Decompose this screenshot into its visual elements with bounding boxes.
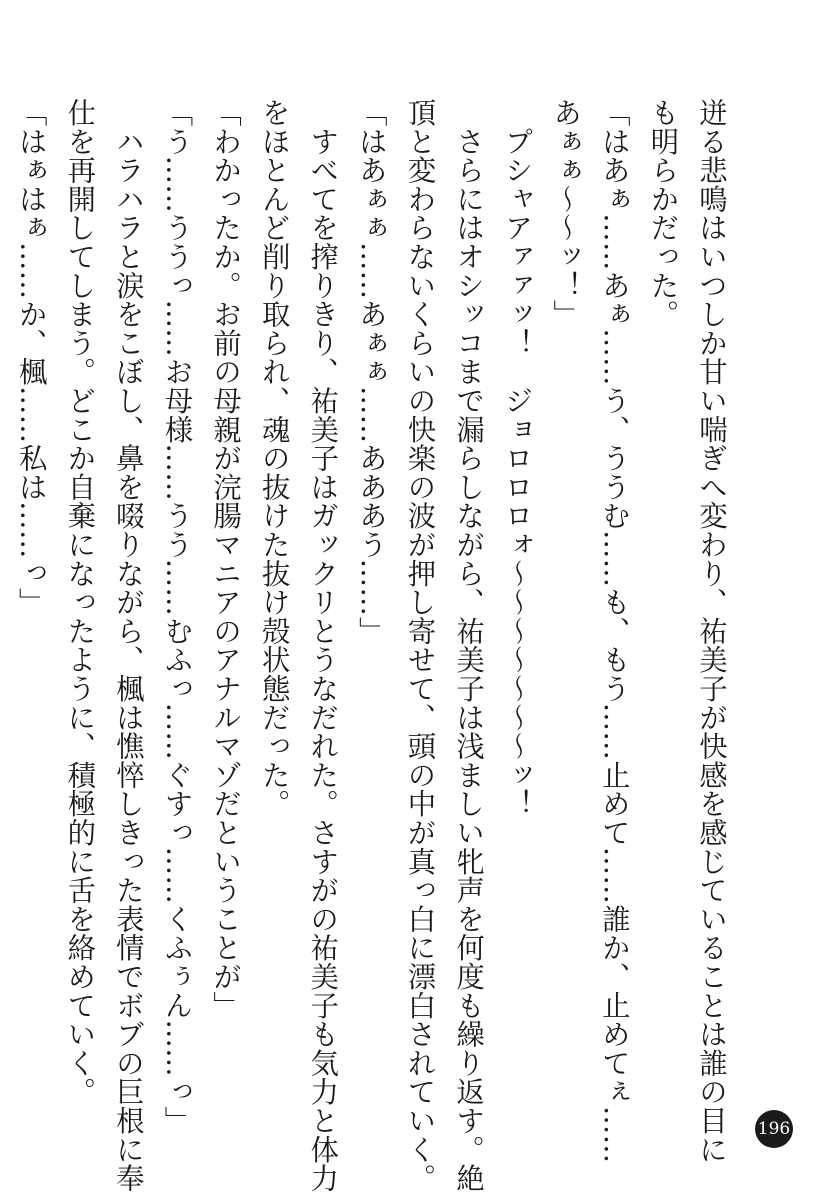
text-line: 「う……ううっ……お母様……うう……むふっ……ぐすっ……くふぅん……っ」 <box>160 98 194 1135</box>
text-line: プシャアァァッ！ ジョロロロォ〜〜〜〜〜〜〜ッ！ <box>500 98 534 818</box>
body-text <box>14 98 735 1192</box>
text-line: 「はあぁぁ……あぁぁ……あああう……」 <box>354 98 388 646</box>
text-line: も明らかだった。 <box>646 98 680 329</box>
text-line: すべてを搾りきり、祐美子はガックリとうなだれた。さすがの祐美子も気力と体力 <box>306 98 340 1192</box>
text-line: をほとんど削り取られ、魂の抜けた抜け殻状態だった。 <box>257 98 291 818</box>
page-number: 196 <box>755 1110 793 1148</box>
text-line: さらにはオシッコまで漏らしながら、祐美子は浅ましい牝声を何度も繰り返す。絶 <box>452 98 486 1192</box>
text-line: 「はあぁ……あぁ……う、ううむ……も、もう……止めて……誰か、止めてぇ…… <box>597 98 631 1164</box>
text-line: あぁぁ〜〜ッ！」 <box>549 98 583 329</box>
text-line: 頂と変わらないくらいの快楽の波が押し寄せて、頭の中が真っ白に漂白されていく。 <box>403 98 437 1192</box>
text-line: 仕を再開してしまう。どこか自棄になったように、積極的に舌を絡めていく。 <box>63 98 97 1106</box>
text-line: 「はぁはぁ……か、楓……私は……っ」 <box>14 98 48 617</box>
text-line: 迸る悲鳴はいつしか甘い喘ぎへ変わり、祐美子が快感を感じていることは誰の目に <box>695 98 728 1164</box>
text-line: 「わかったか。お前の母親が浣腸マニアのアナルマゾだということが」 <box>209 98 243 1020</box>
text-line: ハラハラと涙をこぼし、鼻を啜りながら、楓は憔悴しきった表情でボブの巨根に奉 <box>111 98 145 1192</box>
